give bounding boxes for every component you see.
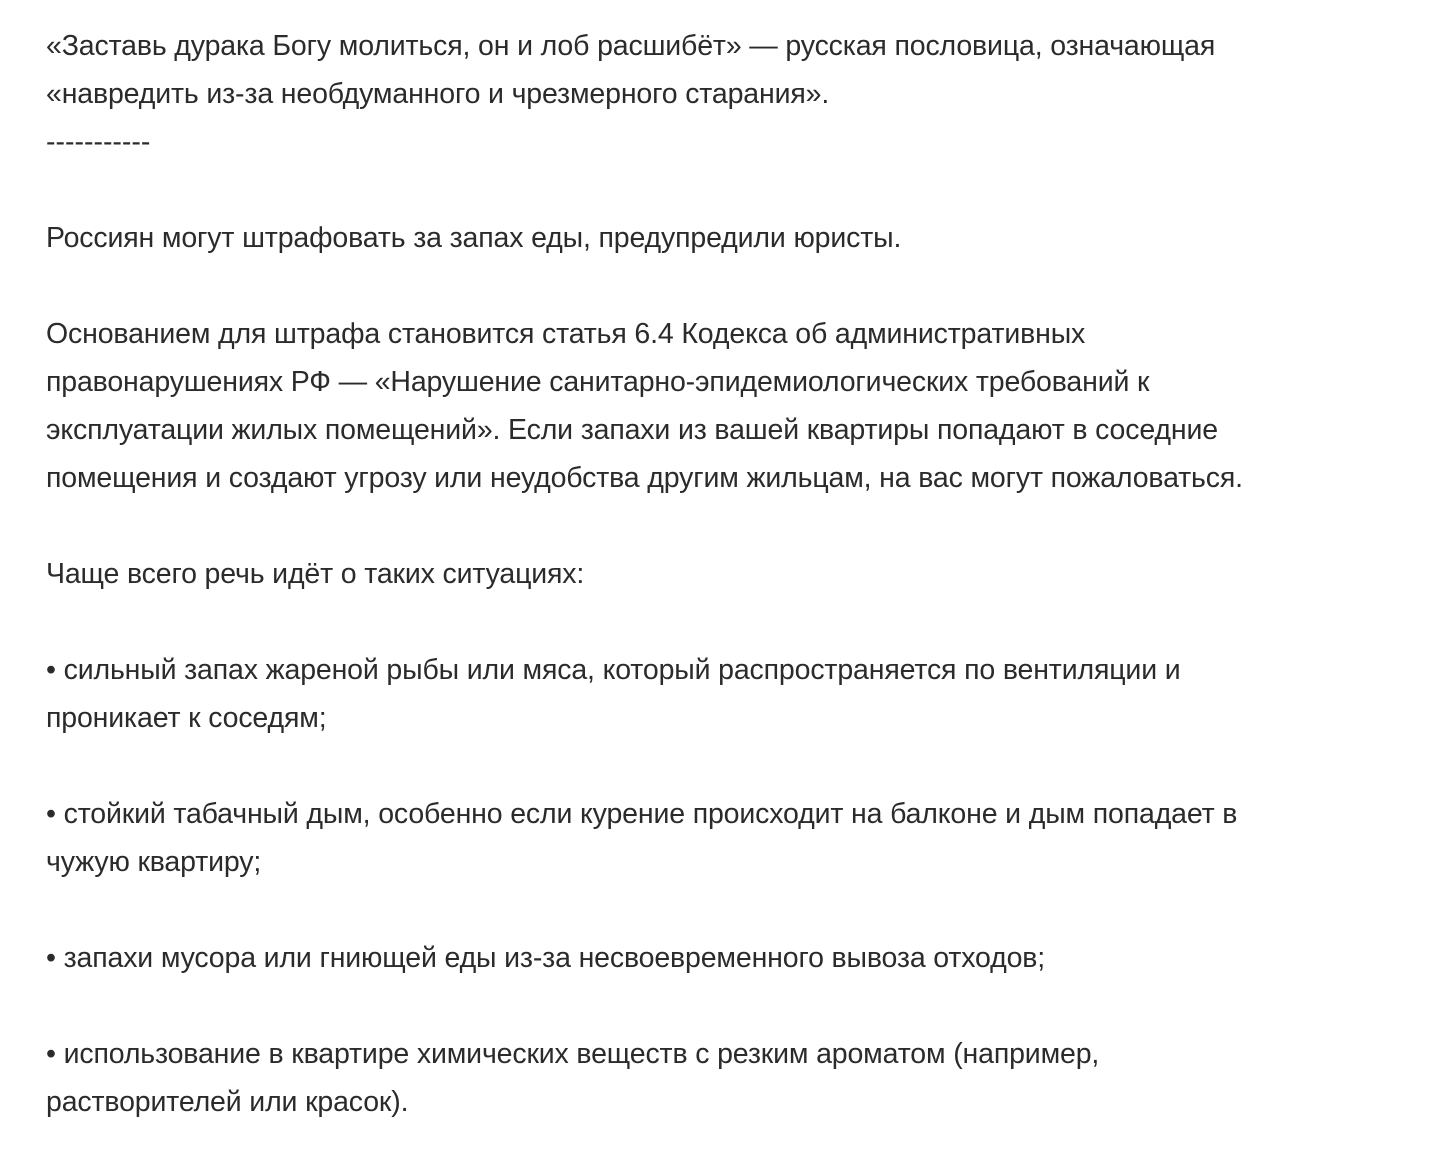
list-item-line: • использование в квартире химических веществ с резким ароматом (например, <box>46 1038 1100 1070</box>
basis-line: помещения и создают угрозу или неудобства другим жильцам, на вас могут пожаловаться. <box>46 462 1243 494</box>
basis-paragraph <box>46 310 1386 502</box>
spacer <box>46 166 1386 214</box>
proverb-line: «навредить из-за необдуманного и чрезмерного старания». <box>46 78 830 110</box>
basis-line: правонарушениях РФ — «Нарушение санитарно-эпидемиологических требований к <box>46 366 1150 398</box>
spacer <box>46 262 1386 310</box>
list-item <box>46 1030 1386 1126</box>
spacer <box>46 982 1386 1030</box>
list-item <box>46 934 1386 982</box>
list-item-line: чужую квартиру; <box>46 846 262 878</box>
list-intro: Чаще всего речь идёт о таких ситуациях: <box>46 558 585 590</box>
list-item <box>46 790 1386 886</box>
list-item-line: растворителей или красок). <box>46 1086 409 1118</box>
list-item <box>46 646 1386 742</box>
spacer <box>46 742 1386 790</box>
list-item-line: • стойкий табачный дым, особенно если курение происходит на балконе и дым попадает в <box>46 798 1238 830</box>
post-body <box>46 22 1386 1126</box>
spacer <box>46 502 1386 550</box>
separator-line: ----------- <box>46 126 151 158</box>
spacer <box>46 886 1386 934</box>
proverb-line: «Заставь дурака Богу молиться, он и лоб расшибёт» — русская пословица, означающая <box>46 30 1216 62</box>
basis-line: эксплуатации жилых помещений». Если запахи из вашей квартиры попадают в соседние <box>46 414 1218 446</box>
headline-paragraph: Россиян могут штрафовать за запах еды, предупредили юристы. <box>46 222 902 254</box>
spacer <box>46 598 1386 646</box>
list-item-line: • запахи мусора или гниющей еды из-за несвоевременного вывоза отходов; <box>46 942 1046 974</box>
proverb-paragraph <box>46 22 1386 118</box>
list-item-line: • сильный запах жареной рыбы или мяса, который распространяется по вентиляции и <box>46 654 1181 686</box>
basis-line: Основанием для штрафа становится статья 6.4 Кодекса об административных <box>46 318 1086 350</box>
list-item-line: проникает к соседям; <box>46 702 327 734</box>
